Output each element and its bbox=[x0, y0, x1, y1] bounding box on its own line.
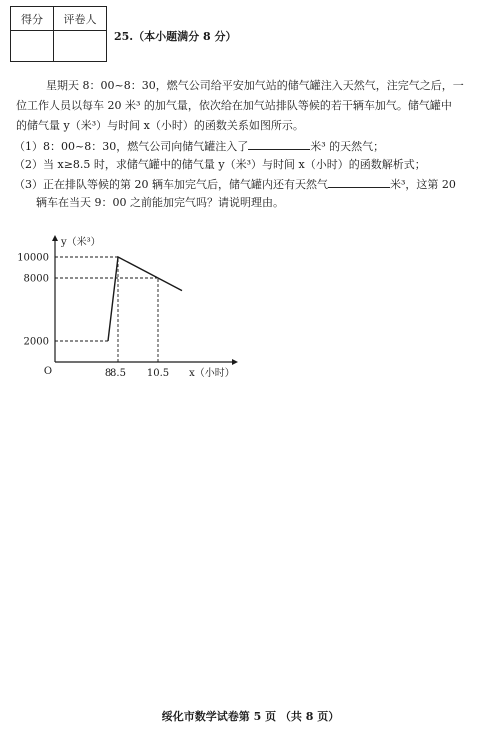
score-header: 得分 bbox=[11, 7, 54, 31]
x-axis-label: x（小时） bbox=[189, 368, 235, 379]
answer-blank-2 bbox=[328, 176, 390, 188]
y-axis-label: y（米³） bbox=[61, 237, 101, 248]
x-tick-8.5: 8.5 bbox=[110, 368, 126, 379]
score-table bbox=[10, 6, 107, 62]
score-cell bbox=[11, 31, 54, 62]
question-3 bbox=[14, 176, 456, 192]
problem-line-3: 的储气量 y（米³）与时间 x（小时）的函数关系如图所示。 bbox=[16, 119, 304, 132]
question-1 bbox=[14, 138, 384, 154]
grader-cell bbox=[54, 31, 107, 62]
origin-label: O bbox=[43, 366, 53, 377]
function-line bbox=[108, 257, 182, 341]
question-1-text: （1）8：00~8：30，燃气公司向储气罐注入了 bbox=[14, 140, 249, 153]
function-graph bbox=[0, 225, 260, 390]
question-3-tail: 米³，这第 20 bbox=[390, 178, 456, 191]
question-3-line-2: 辆车在当天 9：00 之前能加完气吗？请说明理由。 bbox=[36, 196, 284, 209]
x-tick-10.5: 10.5 bbox=[146, 368, 170, 379]
answer-blank-1 bbox=[248, 138, 310, 150]
x-tick-8: 8 bbox=[104, 368, 112, 379]
page-footer: 绥化市数学试卷第 5 页 （共 8 页） bbox=[161, 710, 340, 723]
problem-line-2: 位工作人员以每车 20 米³ 的加气量，依次给在加气站排队等候的若干辆车加气。储气罐中 bbox=[16, 99, 452, 112]
problem-line-1: 星期天 8：00~8：30，燃气公司给平安加气站的储气罐注入天然气，注完气之后，一 bbox=[46, 79, 464, 92]
y-axis-arrow bbox=[52, 235, 58, 241]
question-2: （2）当 x≥8.5 时，求储气罐中的储气量 y（米³）与时间 x（小时）的函数解析式； bbox=[14, 158, 426, 171]
y-tick-2000: 2000 bbox=[23, 336, 49, 348]
question-title: 25.（本小题满分 8 分） bbox=[114, 30, 237, 43]
grader-header: 评卷人 bbox=[54, 7, 107, 31]
y-tick-10000: 10000 bbox=[17, 252, 49, 264]
question-3-text: （3）正在排队等候的第 20 辆车加完气后，储气罐内还有天然气 bbox=[14, 178, 328, 191]
question-1-unit: 米³ 的天然气； bbox=[310, 140, 385, 153]
x-axis-arrow bbox=[232, 359, 238, 365]
y-tick-8000: 8000 bbox=[23, 273, 49, 285]
